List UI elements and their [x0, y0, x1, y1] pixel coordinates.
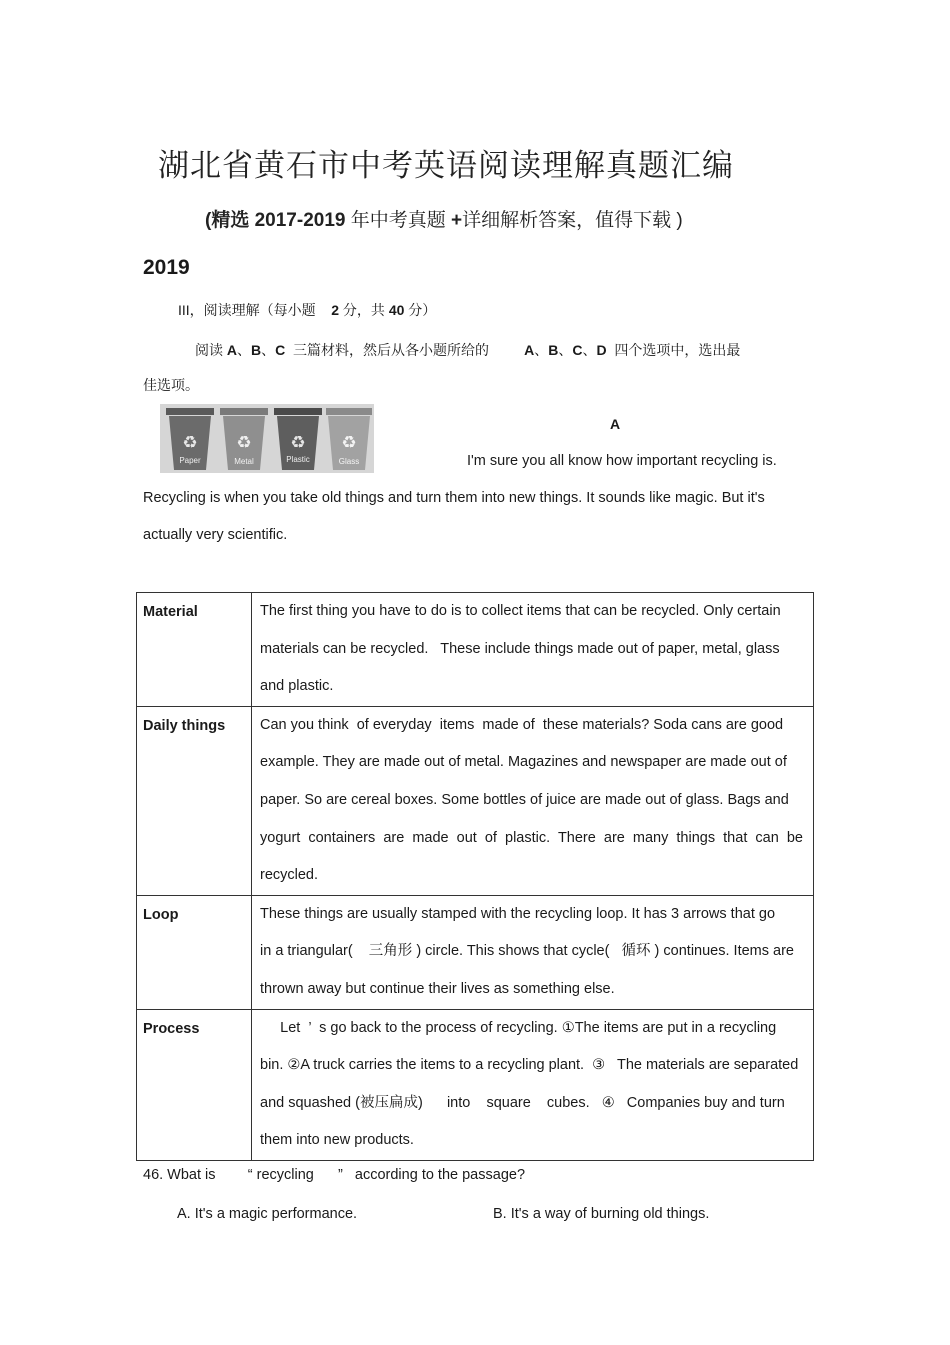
section-heading-e: 分）	[404, 302, 437, 318]
bin-metal	[220, 408, 268, 470]
recycling-bins-image	[160, 404, 374, 473]
intro-sep: 、	[237, 342, 252, 358]
cell-line: The first thing you have to do is to collect items that can be recycled. Only certain	[260, 603, 781, 619]
cell-line: them into new products.	[260, 1132, 414, 1149]
bin-label-glass: Glass	[338, 457, 360, 466]
year-heading: 2019	[143, 256, 190, 279]
table-row	[137, 895, 814, 1009]
subtitle-open: (精选	[205, 210, 255, 231]
intro-text: 四个选项中，选出最	[606, 342, 741, 358]
cell-line: bin. ②A truck carries the items to a recycling plant. ③ The materials are separated	[260, 1057, 799, 1074]
subtitle-plus: +	[451, 210, 463, 231]
intro-letter: B	[251, 342, 262, 358]
row-label	[137, 1009, 252, 1160]
cell-line: These things are usually stamped with the recycling loop. It has 3 arrows that go	[260, 905, 776, 922]
document-title: 湖北省黄石市中考英语阅读理解真题汇编	[158, 148, 734, 184]
row-label	[137, 706, 252, 895]
row-body	[252, 1009, 814, 1160]
instructions-line-2: 佳选项。	[143, 377, 199, 393]
svg-text:♻: ♻	[341, 433, 357, 453]
cell-line: in a triangular( 三角形 ) circle. This shows that cycle( 循环 ) continues. Items are	[260, 943, 794, 960]
passage-line-2: Recycling is when you take old things and turn them into new things. It sounds like magic. But it's	[143, 490, 765, 506]
intro-letter: C	[275, 342, 286, 358]
bin-glass	[326, 408, 372, 470]
row-label	[137, 895, 252, 1009]
bin-plastic	[274, 408, 322, 470]
question-46-option-b: B. It's a way of burning old things.	[493, 1206, 710, 1222]
section-heading-total: 40	[388, 302, 405, 318]
row-body	[252, 593, 814, 707]
bin-label-metal: Metal	[234, 457, 254, 466]
intro-text: 三篇材料，然后从各小题所给的	[285, 342, 525, 358]
row-body	[252, 706, 814, 895]
intro-sep: 、	[558, 342, 573, 358]
intro-sep: 、	[534, 342, 549, 358]
intro-letter: B	[548, 342, 559, 358]
intro-letter: A	[226, 342, 238, 358]
svg-text:♻: ♻	[236, 433, 252, 453]
subtitle-mid: 年中考真题	[345, 210, 452, 231]
cell-line: Can you think of everyday items made of these materials? Soda cans are good	[260, 716, 784, 733]
cell-line: materials can be recycled. These include things made out of paper, metal, glass	[260, 640, 780, 657]
cell-line: paper. So are cereal boxes. Some bottles of juice are made out of glass. Bags and	[260, 791, 789, 808]
table-row	[137, 1009, 814, 1160]
row-body	[252, 895, 814, 1009]
row-label-text: Process	[143, 1020, 200, 1037]
cell-line: yogurt containers are made out of plastic. There are many things that can be	[260, 829, 803, 846]
intro-sep: 、	[261, 342, 276, 358]
svg-text:♻: ♻	[182, 433, 198, 453]
recycling-table	[136, 592, 814, 1161]
cell-line: thrown away but continue their lives as something else.	[260, 980, 615, 997]
cell-line: recycled.	[260, 867, 319, 884]
question-46-option-a: A. It's a magic performance.	[177, 1206, 358, 1222]
subtitle-years: 2017-2019	[254, 210, 346, 231]
section-heading	[178, 300, 436, 320]
cell-line: example. They are made out of metal. Magazines and newspaper are made out of	[260, 754, 787, 771]
bin-label-paper: Paper	[179, 456, 201, 465]
table-row	[137, 706, 814, 895]
instructions-line-1	[195, 340, 740, 360]
passage-line-3: actually very scientific.	[143, 527, 288, 543]
cell-line: and plastic.	[260, 678, 334, 695]
intro-sep: 、	[582, 342, 597, 358]
intro-letter: C	[572, 342, 583, 358]
row-label-text: Loop	[143, 906, 179, 923]
section-heading-c: 分，共	[339, 302, 389, 318]
cell-line: Let ’ s go back to the process of recycling. ①The items are put in a recycling	[260, 1019, 777, 1036]
section-heading-a: III，阅读理解（每小题	[178, 302, 316, 318]
bin-label-plastic: Plastic	[286, 455, 310, 464]
bin-paper	[166, 408, 214, 470]
passage-label: A	[610, 416, 621, 432]
subtitle-rest: 详细解析答案，值得下载 )	[462, 210, 683, 231]
table-row	[137, 593, 814, 707]
cell-line: and squashed (被压扁成) into square cubes. ④ Companies buy and turn	[260, 1094, 785, 1111]
row-label-text: Daily things	[143, 717, 226, 734]
intro-text: 阅读	[195, 342, 227, 358]
document-subtitle	[205, 205, 683, 232]
row-label-text: Material	[143, 604, 198, 620]
svg-text:♻: ♻	[290, 433, 306, 453]
intro-letter: A	[524, 342, 535, 358]
intro-letter: D	[596, 342, 607, 358]
row-label	[137, 593, 252, 707]
passage-line-1: I'm sure you all know how important recycling is.	[467, 453, 777, 469]
section-heading-points: 2	[331, 302, 340, 318]
question-46: 46. Wbat is “ recycling ” according to the passage?	[143, 1167, 526, 1183]
